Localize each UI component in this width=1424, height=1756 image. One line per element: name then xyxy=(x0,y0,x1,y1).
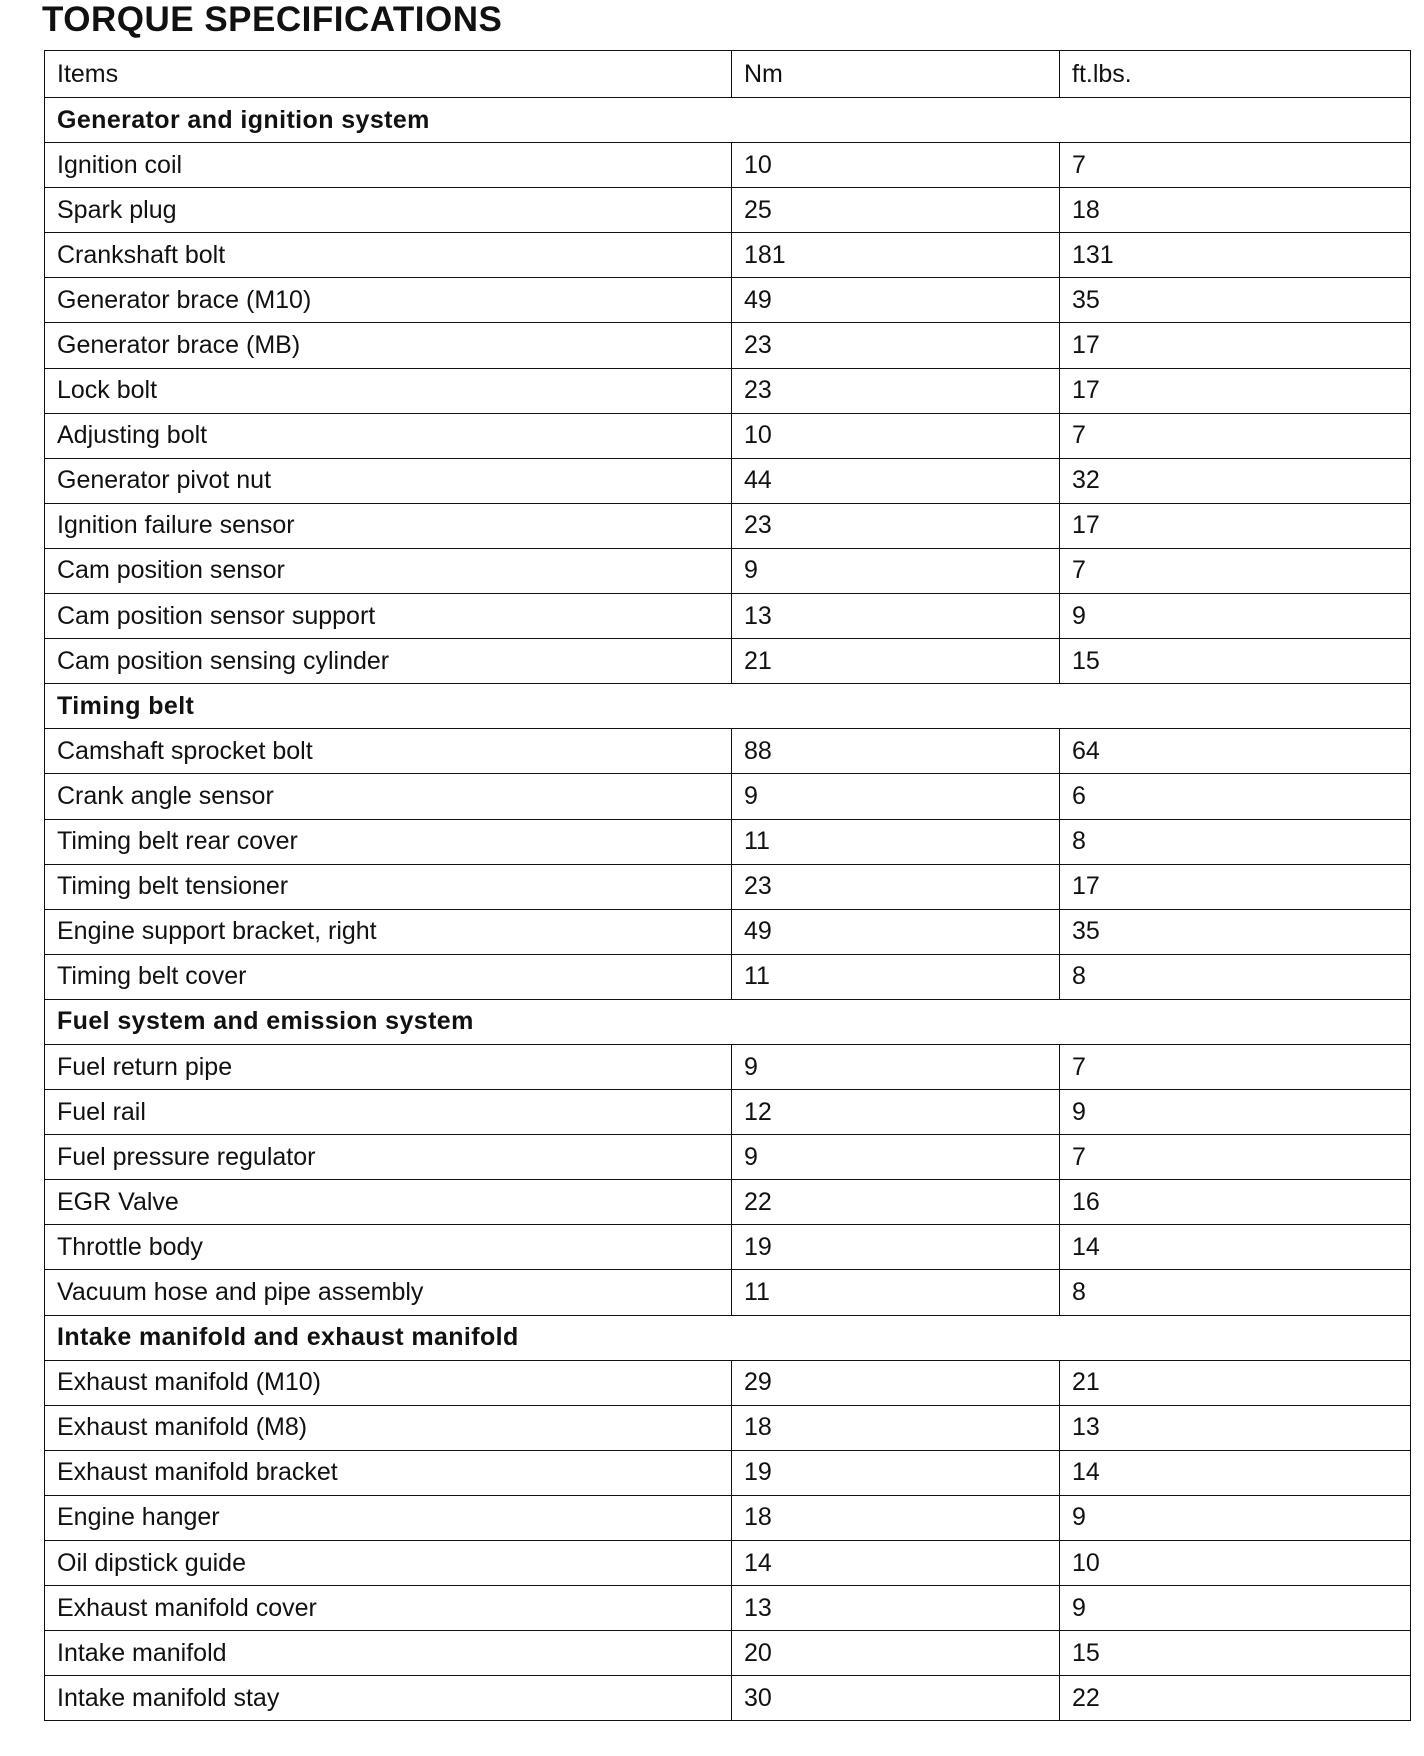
nm-value-cell: 181 xyxy=(732,233,1060,278)
nm-value-cell: 23 xyxy=(732,323,1060,368)
item-name-cell: Timing belt rear cover xyxy=(45,819,732,864)
item-name-cell: Exhaust manifold cover xyxy=(45,1586,732,1631)
table-row xyxy=(45,909,1411,954)
table-row xyxy=(45,1090,1411,1135)
ftlbs-value-cell: 13 xyxy=(1060,1405,1411,1450)
item-name-cell: Exhaust manifold bracket xyxy=(45,1450,732,1495)
ftlbs-value-cell: 22 xyxy=(1060,1676,1411,1721)
nm-value-cell: 9 xyxy=(732,548,1060,593)
section-header-row xyxy=(45,98,1411,143)
ftlbs-value-cell: 35 xyxy=(1060,278,1411,323)
item-name-cell: Exhaust manifold (M8) xyxy=(45,1405,732,1450)
item-name-cell: Crankshaft bolt xyxy=(45,233,732,278)
item-name-cell: Spark plug xyxy=(45,188,732,233)
ftlbs-value-cell: 8 xyxy=(1060,819,1411,864)
item-name-cell: Lock bolt xyxy=(45,368,732,413)
nm-value-cell: 49 xyxy=(732,278,1060,323)
ftlbs-value-cell: 21 xyxy=(1060,1360,1411,1405)
nm-value-cell: 13 xyxy=(732,594,1060,639)
table-row xyxy=(45,594,1411,639)
nm-value-cell: 14 xyxy=(732,1541,1060,1586)
column-header-items: Items xyxy=(45,51,732,98)
item-name-cell: Fuel rail xyxy=(45,1090,732,1135)
nm-value-cell: 49 xyxy=(732,909,1060,954)
table-row xyxy=(45,774,1411,819)
ftlbs-value-cell: 64 xyxy=(1060,729,1411,774)
table-row xyxy=(45,458,1411,503)
ftlbs-value-cell: 14 xyxy=(1060,1450,1411,1495)
table-row xyxy=(45,954,1411,999)
ftlbs-value-cell: 8 xyxy=(1060,954,1411,999)
torque-spec-table xyxy=(44,50,1411,1721)
ftlbs-value-cell: 8 xyxy=(1060,1270,1411,1315)
item-name-cell: Intake manifold xyxy=(45,1631,732,1676)
table-header-row xyxy=(45,51,1411,98)
nm-value-cell: 19 xyxy=(732,1450,1060,1495)
nm-value-cell: 23 xyxy=(732,368,1060,413)
nm-value-cell: 12 xyxy=(732,1090,1060,1135)
item-name-cell: Cam position sensor support xyxy=(45,594,732,639)
item-name-cell: Timing belt tensioner xyxy=(45,864,732,909)
item-name-cell: Generator brace (M10) xyxy=(45,278,732,323)
ftlbs-value-cell: 10 xyxy=(1060,1541,1411,1586)
table-row xyxy=(45,1450,1411,1495)
column-header-ftlbs: ft.lbs. xyxy=(1060,51,1411,98)
table-row xyxy=(45,413,1411,458)
ftlbs-value-cell: 17 xyxy=(1060,323,1411,368)
nm-value-cell: 23 xyxy=(732,864,1060,909)
page-title: TORQUE SPECIFICATIONS xyxy=(42,0,503,39)
ftlbs-value-cell: 7 xyxy=(1060,413,1411,458)
section-header-row xyxy=(45,999,1411,1044)
item-name-cell: Crank angle sensor xyxy=(45,774,732,819)
item-name-cell: Ignition coil xyxy=(45,143,732,188)
table-row xyxy=(45,143,1411,188)
ftlbs-value-cell: 32 xyxy=(1060,458,1411,503)
item-name-cell: Cam position sensor xyxy=(45,548,732,593)
ftlbs-value-cell: 9 xyxy=(1060,1586,1411,1631)
table-row xyxy=(45,323,1411,368)
section-title: Intake manifold and exhaust manifold xyxy=(45,1315,1411,1360)
section-title: Fuel system and emission system xyxy=(45,999,1411,1044)
item-name-cell: Oil dipstick guide xyxy=(45,1541,732,1586)
nm-value-cell: 19 xyxy=(732,1225,1060,1270)
table-row xyxy=(45,729,1411,774)
nm-value-cell: 20 xyxy=(732,1631,1060,1676)
nm-value-cell: 25 xyxy=(732,188,1060,233)
ftlbs-value-cell: 15 xyxy=(1060,639,1411,684)
table-row xyxy=(45,1405,1411,1450)
ftlbs-value-cell: 7 xyxy=(1060,1135,1411,1180)
nm-value-cell: 11 xyxy=(732,954,1060,999)
item-name-cell: Ignition failure sensor xyxy=(45,503,732,548)
table-row xyxy=(45,233,1411,278)
nm-value-cell: 13 xyxy=(732,1586,1060,1631)
table-row xyxy=(45,1225,1411,1270)
nm-value-cell: 18 xyxy=(732,1405,1060,1450)
nm-value-cell: 10 xyxy=(732,143,1060,188)
item-name-cell: Throttle body xyxy=(45,1225,732,1270)
table-row xyxy=(45,1270,1411,1315)
item-name-cell: Engine support bracket, right xyxy=(45,909,732,954)
nm-value-cell: 11 xyxy=(732,819,1060,864)
nm-value-cell: 29 xyxy=(732,1360,1060,1405)
item-name-cell: Camshaft sprocket bolt xyxy=(45,729,732,774)
item-name-cell: Cam position sensing cylinder xyxy=(45,639,732,684)
table-row xyxy=(45,1180,1411,1225)
table-row xyxy=(45,1135,1411,1180)
nm-value-cell: 9 xyxy=(732,774,1060,819)
item-name-cell: Intake manifold stay xyxy=(45,1676,732,1721)
table-row xyxy=(45,819,1411,864)
ftlbs-value-cell: 17 xyxy=(1060,864,1411,909)
item-name-cell: Fuel return pipe xyxy=(45,1044,732,1089)
table-row xyxy=(45,1044,1411,1089)
nm-value-cell: 44 xyxy=(732,458,1060,503)
ftlbs-value-cell: 35 xyxy=(1060,909,1411,954)
item-name-cell: Exhaust manifold (M10) xyxy=(45,1360,732,1405)
ftlbs-value-cell: 7 xyxy=(1060,1044,1411,1089)
column-header-nm: Nm xyxy=(732,51,1060,98)
section-header-row xyxy=(45,684,1411,729)
table-row xyxy=(45,1676,1411,1721)
ftlbs-value-cell: 15 xyxy=(1060,1631,1411,1676)
item-name-cell: Vacuum hose and pipe assembly xyxy=(45,1270,732,1315)
item-name-cell: Generator pivot nut xyxy=(45,458,732,503)
section-title: Timing belt xyxy=(45,684,1411,729)
item-name-cell: Timing belt cover xyxy=(45,954,732,999)
ftlbs-value-cell: 9 xyxy=(1060,1090,1411,1135)
section-header-row xyxy=(45,1315,1411,1360)
ftlbs-value-cell: 17 xyxy=(1060,503,1411,548)
ftlbs-value-cell: 17 xyxy=(1060,368,1411,413)
section-title: Generator and ignition system xyxy=(45,98,1411,143)
ftlbs-value-cell: 7 xyxy=(1060,143,1411,188)
ftlbs-value-cell: 14 xyxy=(1060,1225,1411,1270)
nm-value-cell: 21 xyxy=(732,639,1060,684)
ftlbs-value-cell: 6 xyxy=(1060,774,1411,819)
table-row xyxy=(45,639,1411,684)
table-row xyxy=(45,864,1411,909)
item-name-cell: Engine hanger xyxy=(45,1495,732,1540)
nm-value-cell: 30 xyxy=(732,1676,1060,1721)
table-row xyxy=(45,503,1411,548)
table-row xyxy=(45,1631,1411,1676)
item-name-cell: Fuel pressure regulator xyxy=(45,1135,732,1180)
nm-value-cell: 22 xyxy=(732,1180,1060,1225)
ftlbs-value-cell: 131 xyxy=(1060,233,1411,278)
nm-value-cell: 9 xyxy=(732,1044,1060,1089)
table-row xyxy=(45,1495,1411,1540)
nm-value-cell: 88 xyxy=(732,729,1060,774)
item-name-cell: Adjusting bolt xyxy=(45,413,732,458)
table-row xyxy=(45,278,1411,323)
table-row xyxy=(45,1586,1411,1631)
torque-spec-table-body xyxy=(45,51,1411,1721)
nm-value-cell: 10 xyxy=(732,413,1060,458)
item-name-cell: Generator brace (MB) xyxy=(45,323,732,368)
item-name-cell: EGR Valve xyxy=(45,1180,732,1225)
ftlbs-value-cell: 7 xyxy=(1060,548,1411,593)
table-row xyxy=(45,188,1411,233)
ftlbs-value-cell: 16 xyxy=(1060,1180,1411,1225)
table-row xyxy=(45,368,1411,413)
ftlbs-value-cell: 9 xyxy=(1060,594,1411,639)
nm-value-cell: 9 xyxy=(732,1135,1060,1180)
nm-value-cell: 23 xyxy=(732,503,1060,548)
ftlbs-value-cell: 18 xyxy=(1060,188,1411,233)
ftlbs-value-cell: 9 xyxy=(1060,1495,1411,1540)
table-row xyxy=(45,1541,1411,1586)
nm-value-cell: 18 xyxy=(732,1495,1060,1540)
nm-value-cell: 11 xyxy=(732,1270,1060,1315)
table-row xyxy=(45,548,1411,593)
table-row xyxy=(45,1360,1411,1405)
